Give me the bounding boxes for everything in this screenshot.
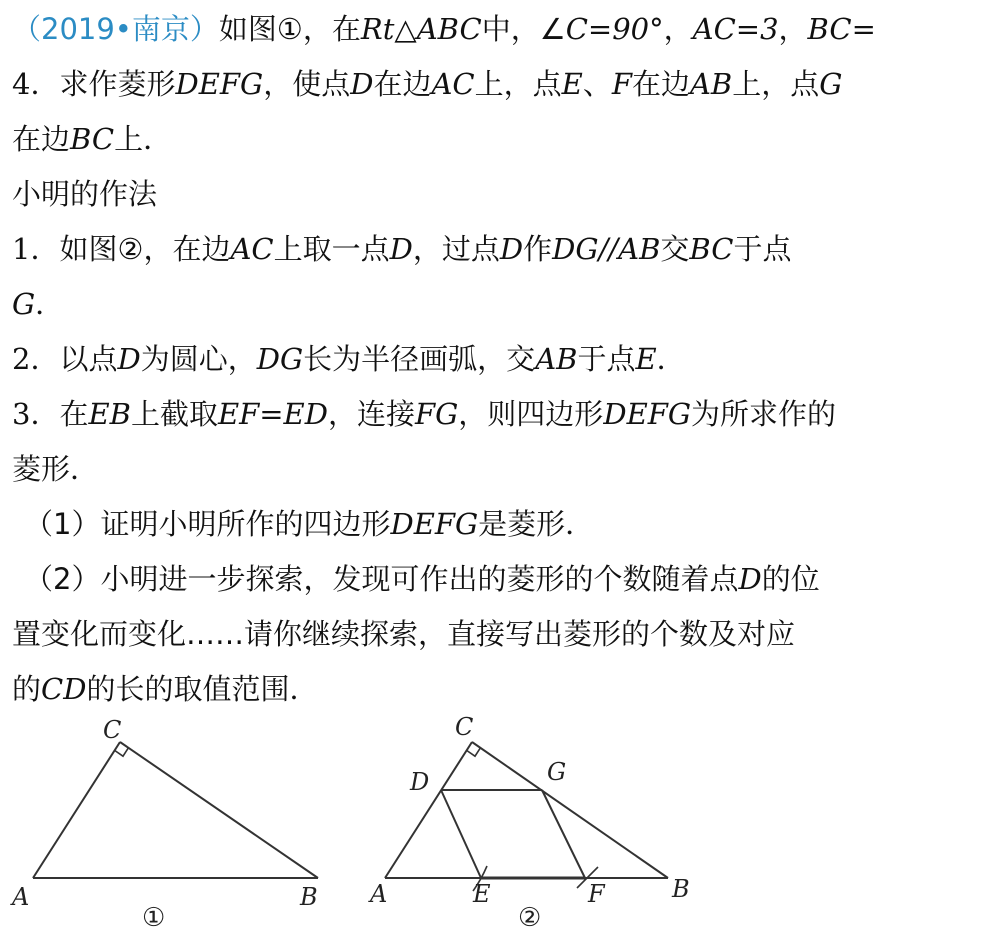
label-c: C <box>455 713 474 741</box>
text-seg: 上． <box>114 122 173 156</box>
step-2 <box>12 332 978 387</box>
math-ac: AC <box>230 232 274 266</box>
line-3 <box>12 112 978 167</box>
text-seg: ， <box>663 12 693 46</box>
text-seg: ，过点 <box>412 232 500 266</box>
text-seg: 在边 <box>12 122 71 156</box>
step-3 <box>12 387 978 442</box>
math-ef-ed: EF=ED <box>217 397 328 431</box>
math-4: 4 <box>12 67 31 101</box>
text-seg: 为圆心， <box>140 342 257 376</box>
math-bc: BC <box>70 122 115 156</box>
figure-2-caption: ② <box>518 903 542 933</box>
math-bc: BC= <box>807 12 876 46</box>
text-seg: 长为半径画弧，交 <box>303 342 536 376</box>
math-ac: AC=3 <box>692 12 779 46</box>
figure-1-caption: ① <box>142 903 166 933</box>
math-defg: DEFG <box>175 67 264 101</box>
math-ac: AC <box>431 67 475 101</box>
math-d: D <box>499 232 524 266</box>
math-eb: EB <box>88 397 131 431</box>
triangle-symbol: △ <box>394 12 417 46</box>
math-d: D <box>738 562 762 596</box>
math-e: E <box>561 67 583 101</box>
math-ab: AB <box>689 67 733 101</box>
math-angle-c: C=90° <box>565 12 664 46</box>
text-seg: 上，点 <box>732 67 820 101</box>
math-rt: Rt <box>360 12 395 46</box>
label-a: A <box>370 880 388 908</box>
problem-text <box>12 2 978 717</box>
label-b: B <box>300 883 318 911</box>
math-dg: DG <box>256 342 304 376</box>
math-bc: BC <box>689 232 734 266</box>
text-seg: （1）证明小明所作的四边形 <box>24 507 391 541</box>
side-ac <box>385 742 472 878</box>
question-2-cont: 置变化而变化……请你继续探索，直接写出菱形的个数及对应 <box>12 617 796 651</box>
text-seg: 的位 <box>761 562 820 596</box>
math-e: E <box>635 342 657 376</box>
math-d: D <box>350 67 374 101</box>
text-seg: ． <box>35 287 65 321</box>
figure-1 <box>0 705 340 944</box>
method-title: 小明的作法 <box>12 177 158 211</box>
text-seg: ． <box>656 342 686 376</box>
text-seg: 上截取 <box>130 397 218 431</box>
text-seg: 、 <box>582 67 612 101</box>
step-number: 3 <box>12 397 31 431</box>
step-number: 2 <box>12 342 31 376</box>
segment-gf <box>542 790 585 878</box>
math-defg: DEFG <box>390 507 479 541</box>
side-cb <box>472 742 668 878</box>
question-1 <box>12 497 978 552</box>
text-seg: 是菱形． <box>478 507 595 541</box>
text-seg: 于点 <box>733 232 792 266</box>
text-seg: 为所求作的 <box>691 397 837 431</box>
line-1 <box>12 2 978 57</box>
problem-source: （2019•南京） <box>12 12 219 46</box>
text-seg: ．如图②，在边 <box>30 232 231 266</box>
text-seg: 于点 <box>577 342 636 376</box>
text-seg: （2）小明进一步探索，发现可作出的菱形的个数随着点 <box>24 562 739 596</box>
side-ac <box>33 742 120 878</box>
text-seg: ， <box>778 12 808 46</box>
text-seg: ，使点 <box>263 67 351 101</box>
math-ab: AB <box>535 342 578 376</box>
segment-de <box>441 790 481 878</box>
text-seg: ，则四边形 <box>458 397 604 431</box>
step-3-cont: 菱形． <box>12 452 100 486</box>
text-seg: 交 <box>660 232 690 266</box>
math-g: G <box>12 287 36 321</box>
step-1-cont <box>12 277 978 332</box>
text-seg: 上，点 <box>474 67 562 101</box>
text-seg: 作 <box>523 232 553 266</box>
label-e: E <box>473 880 491 908</box>
math-d: D <box>389 232 413 266</box>
text-seg: 的长的取值范围． <box>86 672 319 706</box>
math-dg-parallel-ab: DG//AB <box>552 232 661 266</box>
question-2 <box>12 552 978 607</box>
text-seg: 如图①，在 <box>218 12 361 46</box>
label-c: C <box>103 716 122 744</box>
line-2 <box>12 57 978 112</box>
math-defg: DEFG <box>603 397 692 431</box>
text-seg: ，连接 <box>327 397 415 431</box>
label-a: A <box>12 883 30 911</box>
label-g: G <box>547 758 567 786</box>
label-d: D <box>410 768 430 796</box>
math-d: D <box>117 342 141 376</box>
text-seg: ．求作菱形 <box>30 67 176 101</box>
label-b: B <box>672 875 690 903</box>
math-fg: FG <box>415 397 459 431</box>
text-seg: 上取一点 <box>273 232 390 266</box>
side-cb <box>120 742 318 878</box>
text-seg: ．在 <box>30 397 89 431</box>
step-1 <box>12 222 978 277</box>
text-seg: 中， <box>481 12 540 46</box>
figure-2 <box>360 705 720 944</box>
text-seg: 的 <box>12 672 42 706</box>
math-cd: CD <box>41 672 87 706</box>
text-seg: 在边 <box>631 67 690 101</box>
math-f: F <box>611 67 632 101</box>
text-seg: 在边 <box>373 67 432 101</box>
label-f: F <box>588 880 605 908</box>
text-seg: ．以点 <box>30 342 118 376</box>
math-g: G <box>819 67 843 101</box>
math-abc: ABC <box>416 12 482 46</box>
angle-symbol: ∠ <box>539 12 566 46</box>
step-number: 1 <box>12 232 31 266</box>
